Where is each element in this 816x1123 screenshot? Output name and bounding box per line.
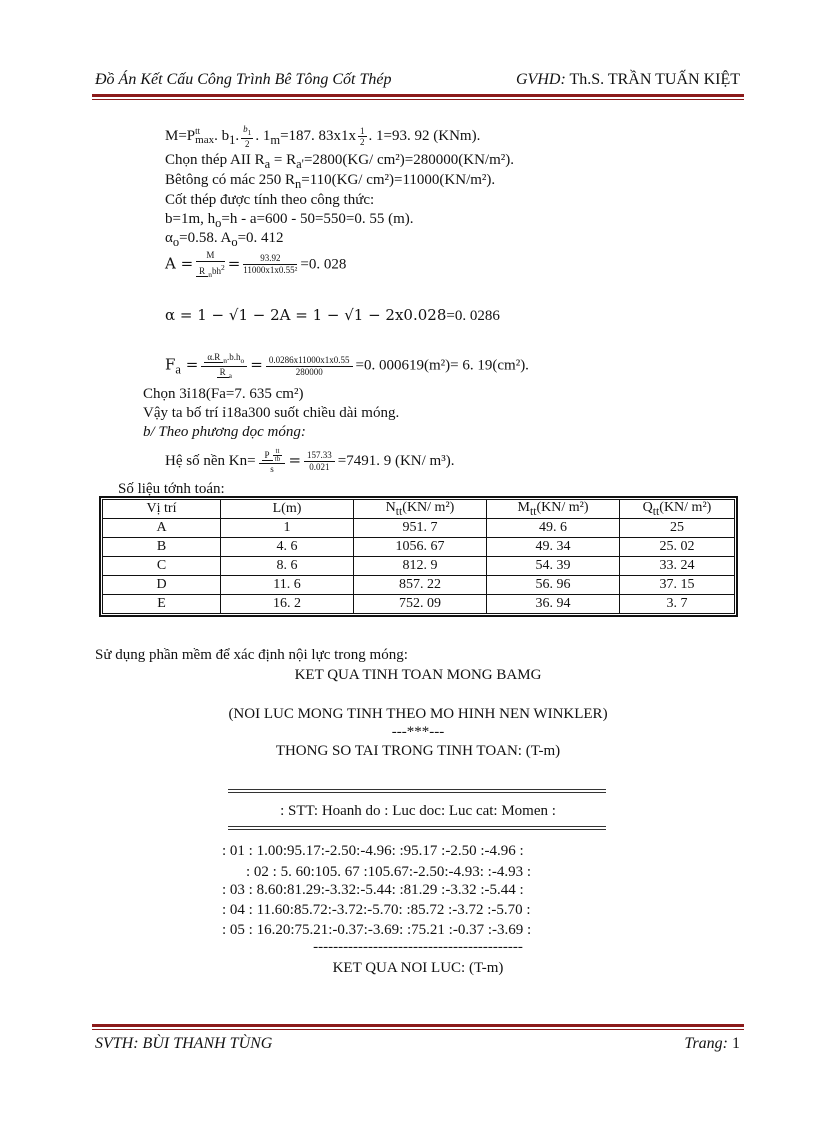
table-cell: 4. 6 <box>221 538 354 557</box>
footer-student: SVTH: BÙI THANH TÙNG <box>95 1035 273 1052</box>
fa-frac-num-sub2: o <box>240 355 245 365</box>
m-eq: =187. 83x1x <box>280 127 357 144</box>
m-frac-num-sub: 1 <box>247 127 252 137</box>
result-title-4: KET QUA NOI LUC: (T-m) <box>332 960 504 976</box>
alpha-tail: =0. 412 <box>237 230 284 246</box>
result-title-2: (NOI LUC MONG TINH THEO MO HINH NEN WINKLER) <box>228 706 608 722</box>
m-mid-sub: m <box>270 132 281 147</box>
table-cell: 812. 9 <box>354 557 487 576</box>
m-b: . b <box>214 127 230 144</box>
m-prefix: M=P <box>165 127 196 144</box>
header-instructor <box>516 71 740 89</box>
a-frac-num: M <box>196 250 225 262</box>
table-cell: 49. 34 <box>487 538 620 557</box>
footer-page-label: Trang: <box>684 1035 728 1052</box>
kn-frac-num-sup: tt <box>273 448 283 456</box>
choose-line: Chọn 3ỉ18(Fa=7. 635 cm²) <box>143 386 304 402</box>
a-frac <box>196 250 225 280</box>
alpha-formula <box>165 306 500 325</box>
table-cell: 54. 39 <box>487 557 620 576</box>
result-col-header: : STT: Hoanh do : Luc doc: Luc cat: Momen : <box>280 803 556 819</box>
result-line-4: : 04 : 11.60:85.72:-3.72:-5.70: :85.72 :-3.72 :-5.70 : <box>222 902 531 918</box>
concrete-sub: n <box>294 177 302 191</box>
alpha-sub2: o <box>231 235 238 249</box>
fa-lhs-sub: a <box>175 362 181 377</box>
moment-line: M=P tt max . $b_1$. $\frac{b_1}{2}$ . $1_m=187$. 83x1x $\frac{1}{2}$ . 1=93. 92 (KNm). <box>165 124 481 149</box>
dims-sub: o <box>215 216 222 230</box>
table-caption: Số liệu tớnh toán: <box>118 481 225 497</box>
m-half-num: 1 <box>360 125 365 136</box>
fa-frac2 <box>266 355 353 378</box>
m-b-sub: 1 <box>229 132 236 147</box>
a-frac-den: R <box>196 266 208 277</box>
fa-frac-den: R <box>217 367 229 378</box>
th-moment: $M_{tt}(KN/$ m²) <box>487 500 620 519</box>
header-title: Đồ Án Kết Cấu Công Trình Bê Tông Cốt Thép <box>95 71 392 88</box>
m-frac <box>241 124 253 149</box>
formula-intro: Cốt thép được tính theo công thức: <box>165 192 375 208</box>
result-title-3: THONG SO TAI TRONG TINH TOAN: (T-m) <box>275 743 561 759</box>
a-frac2 <box>243 253 297 276</box>
table-cell: C <box>103 557 221 576</box>
dims-line <box>165 211 414 231</box>
table-cell: 25. 02 <box>620 538 735 557</box>
header-instructor-name: Th.S. TRẦN TUẤN KIỆT <box>565 71 740 88</box>
m-frac-num: b <box>243 124 248 134</box>
table-cell: 25 <box>620 519 735 538</box>
alpha-sub: o <box>172 235 180 249</box>
section-b-heading: b/ Theo phương dọc móng: <box>143 424 306 440</box>
table-cell: 36. 94 <box>487 595 620 614</box>
fa-frac-den-sub: a <box>228 370 232 380</box>
result-dashes: ------------------------------------------ <box>313 939 523 955</box>
concrete-text: Bêtông có mác 250 R <box>165 172 295 188</box>
a-frac-den-tail: bh <box>211 266 221 276</box>
footer-rule <box>92 1024 744 1030</box>
table-cell: 16. 2 <box>221 595 354 614</box>
steel-sub1: a <box>264 157 271 171</box>
fa-result: =0. 000619(m²)= 6. 19(cm²). <box>355 357 529 374</box>
kn-frac <box>259 448 286 475</box>
m-half-den: 2 <box>360 136 365 147</box>
software-line: Sử dụng phần mềm để xác định nội lực trong móng: <box>95 647 408 663</box>
result-line-5: : 05 : 16.20:75.21:-0.37:-3.69: :75.21 :-0.37 :-3.69 : <box>222 922 532 938</box>
table-cell: 56. 96 <box>487 576 620 595</box>
table-cell: 8. 6 <box>221 557 354 576</box>
table-cell: 752. 09 <box>354 595 487 614</box>
table-row <box>103 538 735 557</box>
result-line-1: : 01 : 1.00:95.17:-2.50:-4.96: :95.17 :-2.50 :-4.96 : <box>222 843 524 859</box>
alpha-mid: =0.58. A <box>179 230 232 246</box>
table-cell: E <box>103 595 221 614</box>
kn-frac-num: P <box>262 450 273 461</box>
a-frac-den-sub: n <box>208 269 212 279</box>
m-half <box>358 126 367 147</box>
a-lhs: A = <box>165 254 194 273</box>
result-stars: ---***--- <box>391 724 445 740</box>
fa-formula: $F_a$ = $\frac{\alpha.R _n.b.h_o}{R _a}$ = $\frac{0.0286x11000x1x0.55}{280000}$ =0. 000619(m²)= 6. 19(cm²). <box>165 352 529 380</box>
concrete-tail: =110(KG/ cm²)=11000(KN/m²). <box>301 172 496 188</box>
m-frac-den: 2 <box>244 138 250 149</box>
double-rule-bottom <box>228 826 606 830</box>
header-rule <box>92 94 744 100</box>
a-frac-den-sup: 2 <box>220 263 225 272</box>
kn-frac-den: s <box>270 464 274 474</box>
dims-text: b=1m, h <box>165 211 216 227</box>
m-sub: max <box>195 134 215 147</box>
alpha-a: α <box>165 230 173 246</box>
table-cell: A <box>103 519 221 538</box>
steel-sub2: a' <box>296 157 304 171</box>
th-length: L(m) <box>221 500 354 519</box>
table-cell: 1 <box>221 519 354 538</box>
steel-text: Chọn thép AII R <box>165 152 265 168</box>
header-instructor-label: GVHD: <box>516 71 566 88</box>
kn-line: Hệ số nền Kn= P $\frac{tt}{tb}$ s = $\frac{157.33}{0.021}$ =7491. 9 (KN/ m³). <box>165 447 455 474</box>
a-formula: A = M R $_nbh^2$ = $\frac{93.92}{\text{11000x1x0.55²}}$ =0. 028 <box>165 250 347 279</box>
table-row <box>103 576 735 595</box>
table-row <box>103 519 735 538</box>
th-normal: $N_{tt}(KN/$ m²) <box>354 500 487 519</box>
table-cell: 3. 7 <box>620 595 735 614</box>
fa-frac2-den: 280000 <box>295 366 323 377</box>
table-cell: 49. 6 <box>487 519 620 538</box>
footer-page <box>684 1035 740 1053</box>
arrange-line: Vậy ta bố trí ỉ18a300 suốt chiều dài móng. <box>143 405 400 421</box>
kn-frac-num-sub: tb <box>274 455 281 463</box>
footer-page-number: 1 <box>728 1035 740 1052</box>
table-cell: 33. 24 <box>620 557 735 576</box>
result-title-1: KET QUA TINH TOAN MONG BAMG <box>294 667 542 683</box>
kn-frac2-num: 157.33 <box>304 450 335 462</box>
alpha-result: =0. 0286 <box>446 308 500 324</box>
table-cell: 37. 15 <box>620 576 735 595</box>
th-position: Vị trí <box>103 500 221 519</box>
m-sup: tt <box>195 126 201 137</box>
double-rule-top <box>228 789 606 793</box>
a-frac2-den: 11000x1x0.55² <box>243 265 298 276</box>
load-table <box>102 499 735 614</box>
fa-frac <box>201 352 247 381</box>
m-tail: . 1=93. 92 (KNm). <box>368 127 481 144</box>
result-line-2: : 02 : 5. 60:105. 67 :105.67:-2.50:-4.93: :-4.93 : <box>246 864 531 880</box>
table-cell: D <box>103 576 221 595</box>
fa-frac-num-tail: .b.h <box>227 352 241 362</box>
kn-result: =7491. 9 (KN/ m³). <box>337 452 455 469</box>
dims-tail: =h - a=600 - 50=550=0. 55 (m). <box>221 211 414 227</box>
fa-lhs: F <box>165 355 176 374</box>
m-mid: . 1 <box>255 127 271 144</box>
result-line-3: : 03 : 8.60:81.29:-3.32:-5.44: :81.29 :-3.32 :-5.44 : <box>222 882 524 898</box>
fa-frac-num-sub: n <box>223 355 228 365</box>
table-cell: 857. 22 <box>354 576 487 595</box>
table-row <box>103 557 735 576</box>
table-cell: B <box>103 538 221 557</box>
table-cell: 951. 7 <box>354 519 487 538</box>
alpha-formula-text: α = 1 − √1 − 2A = 1 − √1 − 2x0.028 <box>165 306 447 324</box>
steel-mid: = R <box>270 152 297 168</box>
kn-prefix: Hệ số nền Kn= <box>165 452 256 469</box>
table-cell: 1056. 67 <box>354 538 487 557</box>
table-row <box>103 595 735 614</box>
table-cell: 11. 6 <box>221 576 354 595</box>
a-frac2-num: 93.92 <box>243 253 297 265</box>
kn-frac2-den: 0.021 <box>309 462 330 472</box>
table-header-row <box>103 500 735 519</box>
fa-frac2-num: 0.0286x11000x1x0.55 <box>266 355 353 367</box>
steel-tail: =2800(KG/ cm²)=280000(KN/m²). <box>303 152 514 168</box>
th-shear: $Q_{tt}(KN/$ m²) <box>620 500 735 519</box>
steel-line <box>165 152 514 172</box>
kn-frac2 <box>304 450 335 473</box>
concrete-line <box>165 172 495 192</box>
a-result: =0. 028 <box>300 256 347 273</box>
alpha-line <box>165 230 284 250</box>
fa-frac-num: α.R <box>204 352 223 363</box>
